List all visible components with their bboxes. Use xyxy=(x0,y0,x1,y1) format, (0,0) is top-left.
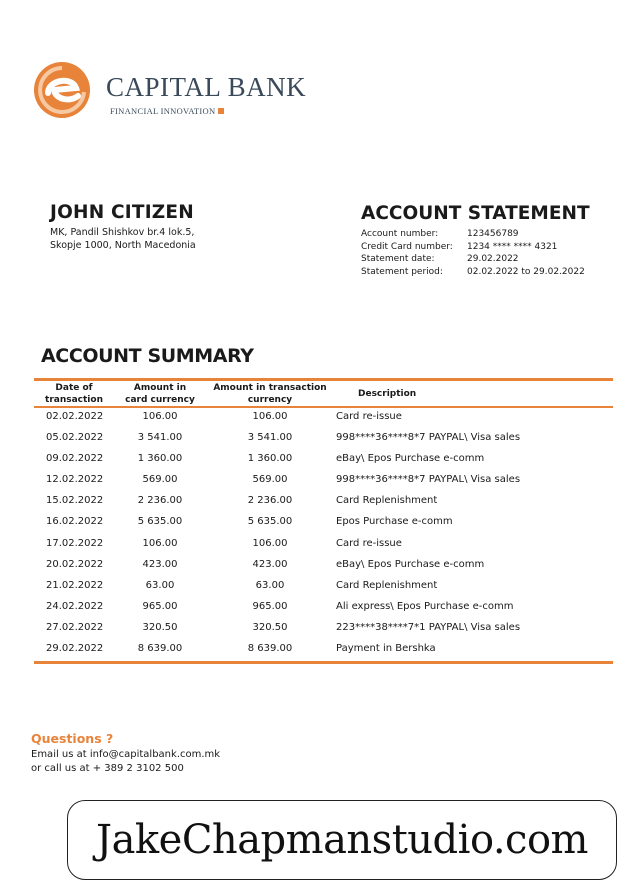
row-date: 12.02.2022 xyxy=(46,474,104,486)
row-card-amount: 106.00 xyxy=(142,537,178,549)
row-txn-amount: 3 541.00 xyxy=(247,432,293,444)
header-txn-amount: Amount in transaction currency xyxy=(213,383,327,405)
customer-name: JOHN CITIZEN xyxy=(50,202,194,223)
statement-date-value: 29.02.2022 xyxy=(467,254,519,264)
row-description: Card re-issue xyxy=(336,411,402,422)
table-row xyxy=(34,619,613,640)
tagline-square-icon xyxy=(218,108,224,114)
summary-title: ACCOUNT SUMMARY xyxy=(41,345,254,367)
row-date: 15.02.2022 xyxy=(46,495,104,507)
row-card-amount: 63.00 xyxy=(145,579,175,591)
row-card-amount: 569.00 xyxy=(142,474,178,486)
statement-date-label: Statement date: xyxy=(361,254,435,264)
table-row xyxy=(34,577,613,598)
row-date: 09.02.2022 xyxy=(46,453,104,465)
contact-phone: or call us at + 389 2 3102 500 xyxy=(31,763,184,774)
row-txn-amount: 569.00 xyxy=(252,474,288,486)
row-txn-amount: 320.50 xyxy=(252,621,288,633)
address-line-1: MK, Pandil Shishkov br.4 lok.5, xyxy=(50,227,195,238)
card-number-value: 1234 **** **** 4321 xyxy=(467,241,558,252)
table-row xyxy=(34,535,613,556)
watermark-banner xyxy=(67,800,617,880)
row-txn-amount: 965.00 xyxy=(252,600,288,612)
row-card-amount: 2 236.00 xyxy=(137,495,183,507)
table-row xyxy=(34,598,613,619)
statement-title: ACCOUNT STATEMENT xyxy=(361,203,590,224)
row-card-amount: 5 635.00 xyxy=(137,516,183,528)
row-card-amount: 965.00 xyxy=(142,600,178,612)
row-date: 21.02.2022 xyxy=(46,579,104,591)
row-description: Card re-issue xyxy=(336,537,402,549)
questions-heading: Questions ? xyxy=(31,731,114,746)
row-card-amount: 423.00 xyxy=(142,558,178,570)
account-number-value: 123456789 xyxy=(467,229,519,239)
row-description: 223****38****7*1 PAYPAL\ Visa sales xyxy=(336,621,521,633)
header-date: Date of transaction xyxy=(45,383,103,405)
row-description: Ali express\ Epos Purchase e-comm xyxy=(336,600,514,612)
row-txn-amount: 5 635.00 xyxy=(247,516,293,528)
row-date: 24.02.2022 xyxy=(46,600,104,612)
row-description: Card Replenishment xyxy=(336,495,438,507)
table-row xyxy=(34,429,613,450)
row-description: Payment in Bershka xyxy=(336,643,436,655)
account-number-label: Account number: xyxy=(361,229,439,239)
row-card-amount: 320.50 xyxy=(142,621,178,633)
row-description: 998****36****8*7 PAYPAL\ Visa sales xyxy=(336,432,521,444)
table-row xyxy=(34,513,613,534)
card-number-label: Credit Card number: xyxy=(361,241,453,252)
table-top-rule xyxy=(34,378,613,381)
transaction-list xyxy=(34,408,613,661)
row-txn-amount: 63.00 xyxy=(255,579,285,591)
capital-bank-logo-icon xyxy=(32,60,92,120)
table-row xyxy=(34,450,613,471)
row-date: 17.02.2022 xyxy=(46,537,104,549)
row-txn-amount: 423.00 xyxy=(252,558,288,570)
row-date: 29.02.2022 xyxy=(46,643,104,655)
customer-address xyxy=(50,227,196,252)
brand-name: CAPITAL BANK xyxy=(106,72,307,102)
statement-details xyxy=(361,228,585,278)
table-row xyxy=(34,640,613,661)
watermark-text: JakeChapmanstudio.com xyxy=(96,817,588,863)
brand-tagline: FINANCIAL INNOVATION xyxy=(110,106,224,116)
row-date: 20.02.2022 xyxy=(46,558,104,570)
header-card-amount: Amount in card currency xyxy=(125,383,195,405)
row-description: eBay\ Epos Purchase e-comm xyxy=(336,453,485,465)
row-description: Card Replenishment xyxy=(336,579,438,591)
row-card-amount: 106.00 xyxy=(142,411,178,422)
row-description: eBay\ Epos Purchase e-comm xyxy=(336,558,485,570)
statement-period-value: 02.02.2022 to 29.02.2022 xyxy=(467,266,585,277)
table-row xyxy=(34,492,613,513)
contact-email: Email us at info@capitalbank.com.mk xyxy=(31,749,221,760)
row-txn-amount: 1 360.00 xyxy=(247,453,293,465)
row-date: 27.02.2022 xyxy=(46,621,104,633)
row-txn-amount: 106.00 xyxy=(252,411,288,422)
table-row xyxy=(34,408,613,429)
row-card-amount: 3 541.00 xyxy=(137,432,183,444)
row-description: Epos Purchase e-comm xyxy=(336,516,453,528)
row-card-amount: 1 360.00 xyxy=(137,453,183,465)
row-txn-amount: 106.00 xyxy=(252,537,288,549)
address-line-2: Skopje 1000, North Macedonia xyxy=(50,239,196,251)
table-row xyxy=(34,471,613,492)
row-description: 998****36****8*7 PAYPAL\ Visa sales xyxy=(336,474,521,486)
statement-period-label: Statement period: xyxy=(361,266,443,277)
header-description: Description xyxy=(358,389,417,399)
row-card-amount: 8 639.00 xyxy=(137,643,183,655)
row-txn-amount: 2 236.00 xyxy=(247,495,293,507)
row-txn-amount: 8 639.00 xyxy=(247,643,293,655)
table-row xyxy=(34,556,613,577)
row-date: 16.02.2022 xyxy=(46,516,104,528)
row-date: 02.02.2022 xyxy=(46,411,104,422)
row-date: 05.02.2022 xyxy=(46,432,104,444)
table-bottom-rule xyxy=(34,661,613,664)
